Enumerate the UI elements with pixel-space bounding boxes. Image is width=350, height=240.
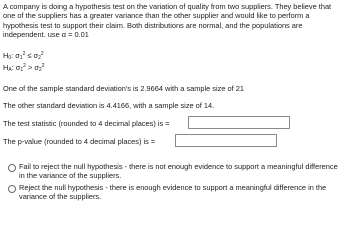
test-statistic-input[interactable]	[188, 116, 290, 129]
alt-sigma1-sub: 1	[20, 67, 24, 73]
null-sigma2-sub: 2	[38, 55, 41, 61]
null-h-letter: H	[3, 51, 9, 60]
alt-h-letter: H	[3, 63, 9, 72]
null-sigma1-sub: 1	[19, 55, 23, 61]
alt-sigma2-sup: 2	[41, 63, 45, 69]
problem-statement: A company is doing a hypothesis test on the variation of quality from two suppliers. They believe that one of the suppliers has a greater variance than the other supplier and would like to perform a hypothesis test to support their claim. Both distributions are normal, and the populations are independent. use α = 0.01	[3, 2, 332, 40]
alt-sigma2-sub: 2	[38, 67, 42, 73]
null-sigma2-sup: 2	[40, 51, 44, 57]
fail-to-reject-radio[interactable]	[8, 164, 16, 172]
alt-h-subscript: A	[8, 67, 12, 73]
test-statistic-label: The test statistic (rounded to 4 decimal places) is =	[3, 119, 170, 128]
alt-operator: > σ	[25, 63, 39, 72]
p-value-label: The p-value (rounded to 4 decimal places) is =	[3, 137, 156, 146]
alternative-hypothesis	[3, 62, 44, 75]
null-sigma1-sup: 2	[22, 51, 26, 57]
null-h-subscript: 0	[8, 55, 12, 61]
null-operator: ≤ σ	[25, 51, 39, 60]
null-sigma: : σ	[11, 51, 20, 60]
alt-sigma: : σ	[11, 63, 21, 72]
reject-option-text[interactable]: Reject the null hypothesis - there is enough evidence to support a meaningful difference in the variance of the suppliers.	[19, 183, 327, 202]
sample-one-info: One of the sample standard deviation's is 2.9664 with a sample size of 21	[3, 84, 244, 93]
p-value-input[interactable]	[175, 134, 277, 147]
reject-radio[interactable]	[8, 185, 16, 193]
sample-two-info: The other standard deviation is 4.4166, with a sample size of 14.	[3, 101, 215, 110]
fail-to-reject-option-text[interactable]: Fail to reject the null hypothesis - there is not enough evidence to support a meaningful difference in the variance of the suppliers.	[19, 162, 338, 181]
alt-sigma1-sup: 2	[23, 63, 26, 69]
